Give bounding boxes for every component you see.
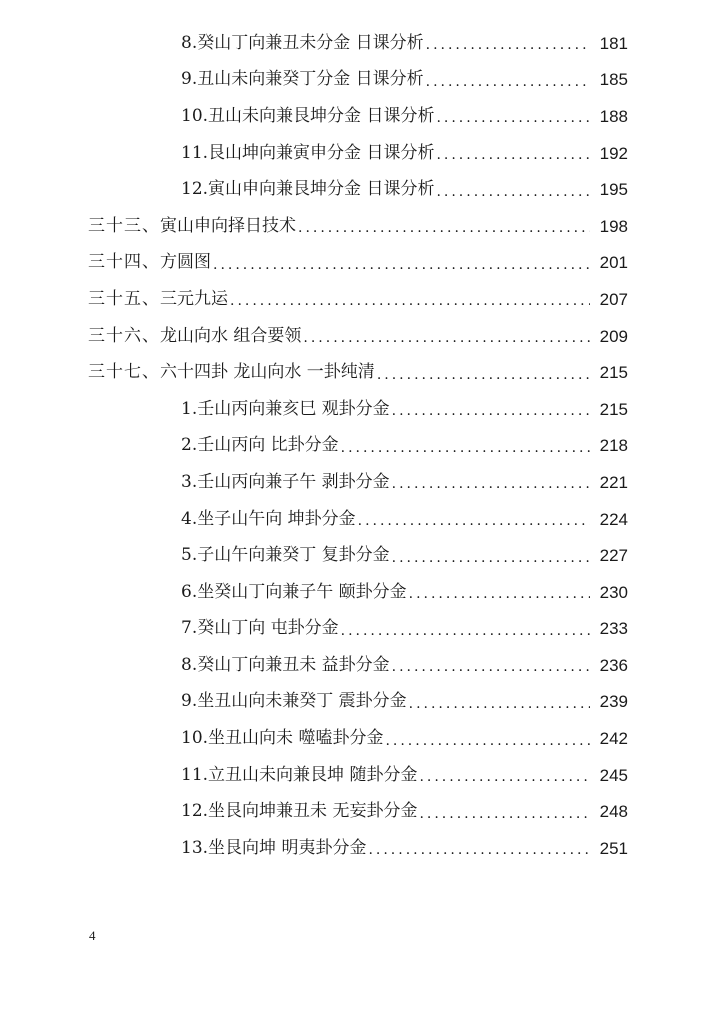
toc-entry[interactable] (0, 25, 724, 62)
toc-dot-leader (230, 294, 590, 308)
toc-entry-title: 9.坐丑山向未兼癸丁 震卦分金 (181, 691, 407, 712)
toc-entry-title: 4.坐子山午向 坤卦分金 (181, 508, 356, 529)
toc-dot-leader (392, 551, 590, 565)
toc-entry-page: 185 (599, 70, 628, 90)
toc-dot-leader (213, 258, 590, 272)
toc-entry-title: 7.癸山丁向 屯卦分金 (181, 618, 339, 639)
toc-entry-title: 1.壬山丙向兼亥巳 观卦分金 (181, 398, 390, 419)
toc-entry-page: 251 (599, 838, 628, 858)
toc-dot-leader (298, 221, 590, 235)
toc-entry-page: 207 (599, 289, 628, 309)
toc-entry-page: 227 (599, 546, 628, 566)
toc-section-number: 三十五、 (88, 288, 160, 309)
page-number: 4 (89, 928, 96, 943)
toc-entry-title: 方圆图 (160, 252, 211, 273)
toc-entry[interactable] (0, 428, 724, 465)
toc-entry-title: 11.立丑山未向兼艮坤 随卦分金 (181, 764, 418, 785)
toc-entry-title: 13.坐艮向坤 明夷卦分金 (181, 837, 367, 858)
toc-entry[interactable] (0, 720, 724, 757)
toc-entry[interactable] (0, 684, 724, 721)
toc-section-number: 三十六、 (88, 325, 160, 346)
toc-entry[interactable] (0, 171, 724, 208)
toc-entry[interactable] (0, 574, 724, 611)
toc-entry-title: 三元九运 (160, 288, 228, 309)
toc-dot-leader (392, 477, 590, 491)
toc-entry[interactable] (0, 757, 724, 794)
toc-entry-page: 198 (599, 216, 628, 236)
toc-dot-leader (419, 770, 590, 784)
toc-entry-page: 236 (599, 655, 628, 675)
toc-entry-title: 3.壬山丙向兼子午 剥卦分金 (181, 471, 390, 492)
toc-entry-page: 245 (599, 765, 628, 785)
toc-section-entry[interactable] (0, 318, 724, 355)
toc-section-number: 三十三、 (88, 215, 160, 236)
toc-dot-leader (419, 807, 590, 821)
toc-entry-page: 195 (599, 180, 628, 200)
toc-section-entry[interactable] (0, 208, 724, 245)
toc-section-entry[interactable] (0, 354, 724, 391)
toc-entry-title: 11.艮山坤向兼寅申分金 日课分析 (181, 142, 435, 163)
toc-entry-title: 6.坐癸山丁向兼子午 颐卦分金 (181, 581, 407, 602)
toc-entry-page: 215 (599, 399, 628, 419)
toc-section-entry[interactable] (0, 245, 724, 282)
toc-entry-page: 209 (599, 326, 628, 346)
toc-entry-title: 10.丑山未向兼艮坤分金 日课分析 (181, 105, 435, 126)
toc-entry[interactable] (0, 647, 724, 684)
toc-entry-page: 248 (599, 802, 628, 822)
table-of-contents (0, 25, 724, 867)
toc-entry[interactable] (0, 611, 724, 648)
toc-entry[interactable] (0, 537, 724, 574)
toc-entry-title: 寅山申向择日技术 (160, 215, 296, 236)
toc-dot-leader (303, 331, 590, 345)
toc-entry[interactable] (0, 98, 724, 135)
toc-section-number: 三十七、 (88, 362, 160, 383)
toc-entry-title: 8.癸山丁向兼丑未分金 日课分析 (181, 32, 424, 53)
toc-dot-leader (436, 148, 590, 162)
toc-entry-page: 215 (599, 363, 628, 383)
toc-entry-page: 230 (599, 582, 628, 602)
toc-entry-page: 221 (599, 472, 628, 492)
toc-dot-leader (436, 185, 590, 199)
toc-dot-leader (436, 111, 590, 125)
toc-entry-title: 10.坐丑山向未 噬嗑卦分金 (181, 728, 384, 749)
toc-entry-title: 龙山向水 组合要领 (160, 325, 302, 346)
toc-entry-page: 201 (599, 253, 628, 273)
toc-entry-title: 5.子山午向兼癸丁 复卦分金 (181, 545, 390, 566)
toc-entry-page: 188 (599, 106, 628, 126)
toc-dot-leader (358, 514, 590, 528)
toc-dot-leader (426, 75, 590, 89)
toc-dot-leader (392, 660, 590, 674)
toc-section-entry[interactable] (0, 281, 724, 318)
toc-entry[interactable] (0, 793, 724, 830)
toc-dot-leader (368, 843, 590, 857)
toc-entry[interactable] (0, 501, 724, 538)
toc-entry-title: 12.坐艮向坤兼丑未 无妄卦分金 (181, 801, 418, 822)
toc-entry-title: 12.寅山申向兼艮坤分金 日课分析 (181, 179, 435, 200)
toc-dot-leader (392, 404, 590, 418)
toc-entry-title: 六十四卦 龙山向水 一卦纯清 (160, 362, 375, 383)
toc-entry-page: 239 (599, 692, 628, 712)
toc-section-number: 三十四、 (88, 252, 160, 273)
toc-entry[interactable] (0, 464, 724, 501)
toc-entry[interactable] (0, 62, 724, 99)
toc-dot-leader (409, 697, 590, 711)
toc-entry-page: 181 (599, 33, 628, 53)
toc-entry-page: 224 (599, 509, 628, 529)
toc-entry-title: 9.丑山未向兼癸丁分金 日课分析 (181, 69, 424, 90)
toc-dot-leader (409, 587, 590, 601)
toc-entry[interactable] (0, 135, 724, 172)
toc-entry[interactable] (0, 830, 724, 867)
toc-entry-page: 242 (599, 729, 628, 749)
toc-entry[interactable] (0, 391, 724, 428)
toc-entry-title: 2.壬山丙向 比卦分金 (181, 435, 339, 456)
toc-entry-title: 8.癸山丁向兼丑未 益卦分金 (181, 654, 390, 675)
toc-entry-page: 218 (599, 436, 628, 456)
toc-dot-leader (426, 38, 590, 52)
toc-entry-page: 192 (599, 143, 628, 163)
toc-dot-leader (341, 624, 590, 638)
toc-dot-leader (341, 441, 590, 455)
toc-entry-page: 233 (599, 619, 628, 639)
toc-dot-leader (385, 734, 590, 748)
toc-dot-leader (377, 368, 590, 382)
